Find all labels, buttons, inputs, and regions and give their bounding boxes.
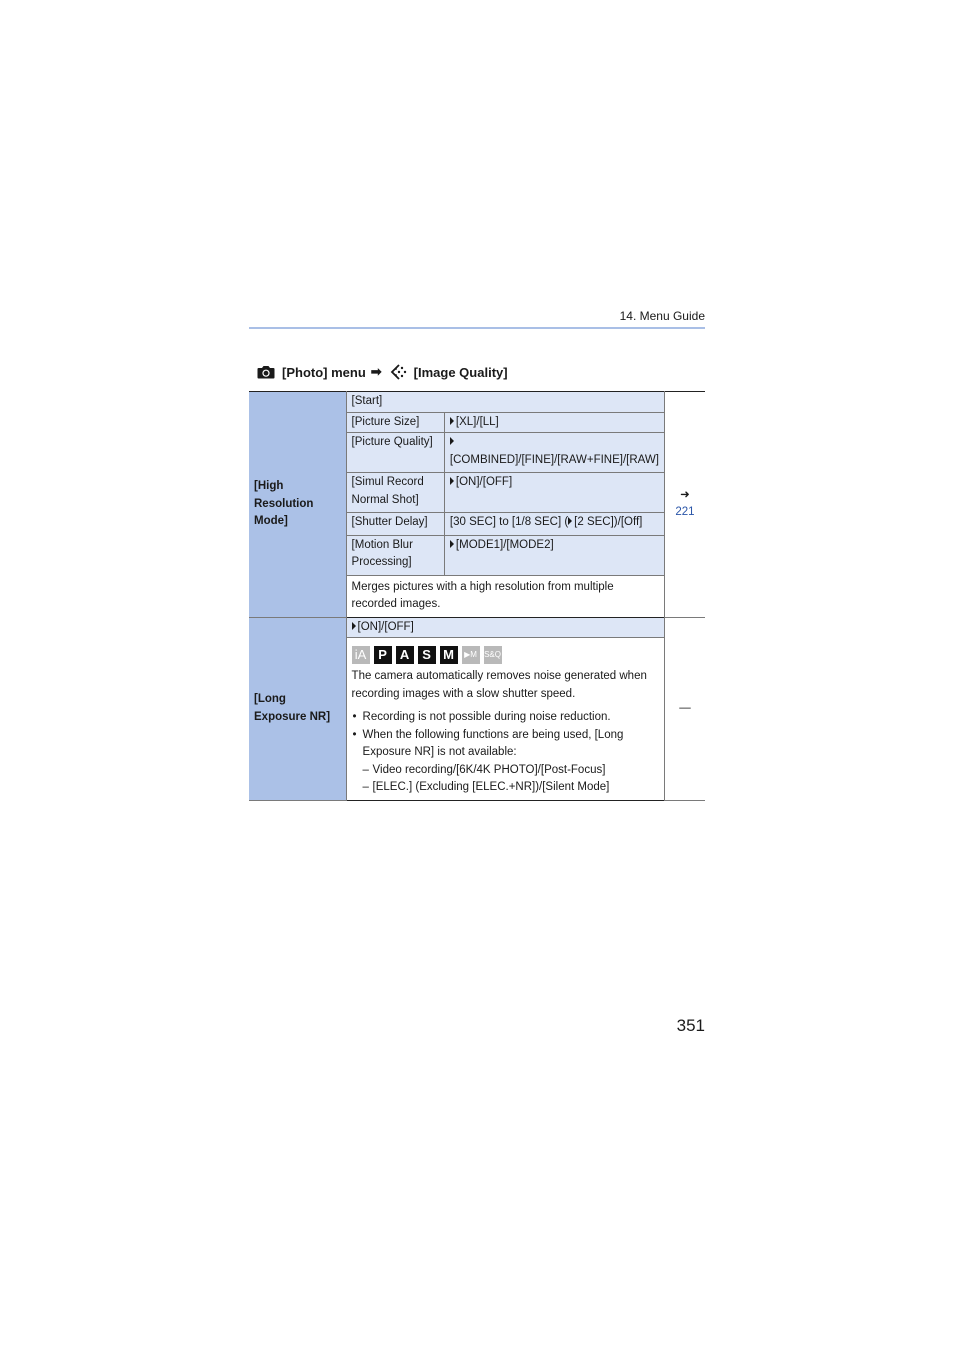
recording-mode-icons xyxy=(352,646,659,664)
arrow-right-icon: ➜ xyxy=(680,488,690,501)
list-item: – Video recording/[6K/4K PHOTO]/[Post-Focus] xyxy=(363,762,659,780)
section-header: 14. Menu Guide xyxy=(619,309,705,323)
long-exposure-details xyxy=(346,638,664,801)
triangle-right-icon xyxy=(450,437,454,445)
menu-path-title xyxy=(257,363,508,381)
list-item: – [ELEC.] (Excluding [ELEC.+NR])/[Silent Mode] xyxy=(363,779,659,797)
description: The camera automatically removes noise generated when recording images with a slow shutter speed. xyxy=(351,670,647,700)
sub-list xyxy=(363,762,659,797)
setting-name: [Motion Blur Processing] xyxy=(346,535,444,575)
slow-quick-mode-icon: S&Q xyxy=(484,646,502,664)
setting-name: [Simul Record Normal Shot] xyxy=(346,473,444,513)
triangle-right-icon xyxy=(450,540,454,548)
setting-value: [COMBINED]/[FINE]/[RAW+FINE]/[RAW] xyxy=(444,433,664,473)
triangle-right-icon xyxy=(352,622,356,630)
item-high-resolution-mode: [High Resolution Mode] xyxy=(249,392,346,618)
header-rule xyxy=(249,327,705,329)
submenu-label: [Image Quality] xyxy=(413,364,508,380)
setting-value: [XL]/[LL] xyxy=(444,412,664,433)
page-reference: — xyxy=(664,617,705,800)
list-item: • When the following functions are being used, [Long Exposure NR] is not available: – Video recording/[6K/4K PHOTO]/[Post-Focus] – [ELEC.] (Excluding [ELEC.+NR])/[Silent Mode] xyxy=(352,727,659,797)
menu-label: [Photo] menu xyxy=(282,364,366,380)
settings-table xyxy=(249,391,705,801)
setting-value: [30 SEC] to [1/8 SEC] ( [2 SEC])/[Off] xyxy=(444,513,664,536)
setting-value: [ON]/[OFF] xyxy=(444,473,664,513)
a-mode-icon: A xyxy=(396,646,414,664)
start-option: [Start] xyxy=(346,392,664,413)
s-mode-icon: S xyxy=(418,646,436,664)
setting-value: [MODE1]/[MODE2] xyxy=(444,535,664,575)
creative-video-mode-icon: ▶M xyxy=(462,646,480,664)
ia-mode-icon: iA xyxy=(352,646,370,664)
m-mode-icon: M xyxy=(440,646,458,664)
item-long-exposure-nr: [Long Exposure NR] xyxy=(249,617,346,800)
page-reference xyxy=(664,392,705,618)
setting-value: [ON]/[OFF] xyxy=(346,617,664,638)
setting-name: [Picture Size] xyxy=(346,412,444,433)
page-reference-link[interactable]: 221 xyxy=(675,506,695,519)
triangle-right-icon xyxy=(450,477,454,485)
arrow-right-icon: ➡ xyxy=(370,364,382,379)
triangle-right-icon xyxy=(568,517,572,525)
camera-icon xyxy=(257,365,275,379)
image-quality-icon xyxy=(390,363,408,381)
p-mode-icon: P xyxy=(374,646,392,664)
page-number: 351 xyxy=(676,1016,705,1035)
setting-name: [Shutter Delay] xyxy=(346,513,444,536)
list-item: • Recording is not possible during noise reduction. xyxy=(352,709,659,727)
description: Merges pictures with a high resolution from multiple recorded images. xyxy=(346,575,664,617)
triangle-right-icon xyxy=(450,417,454,425)
setting-name: [Picture Quality] xyxy=(346,433,444,473)
notes-list xyxy=(352,709,659,797)
